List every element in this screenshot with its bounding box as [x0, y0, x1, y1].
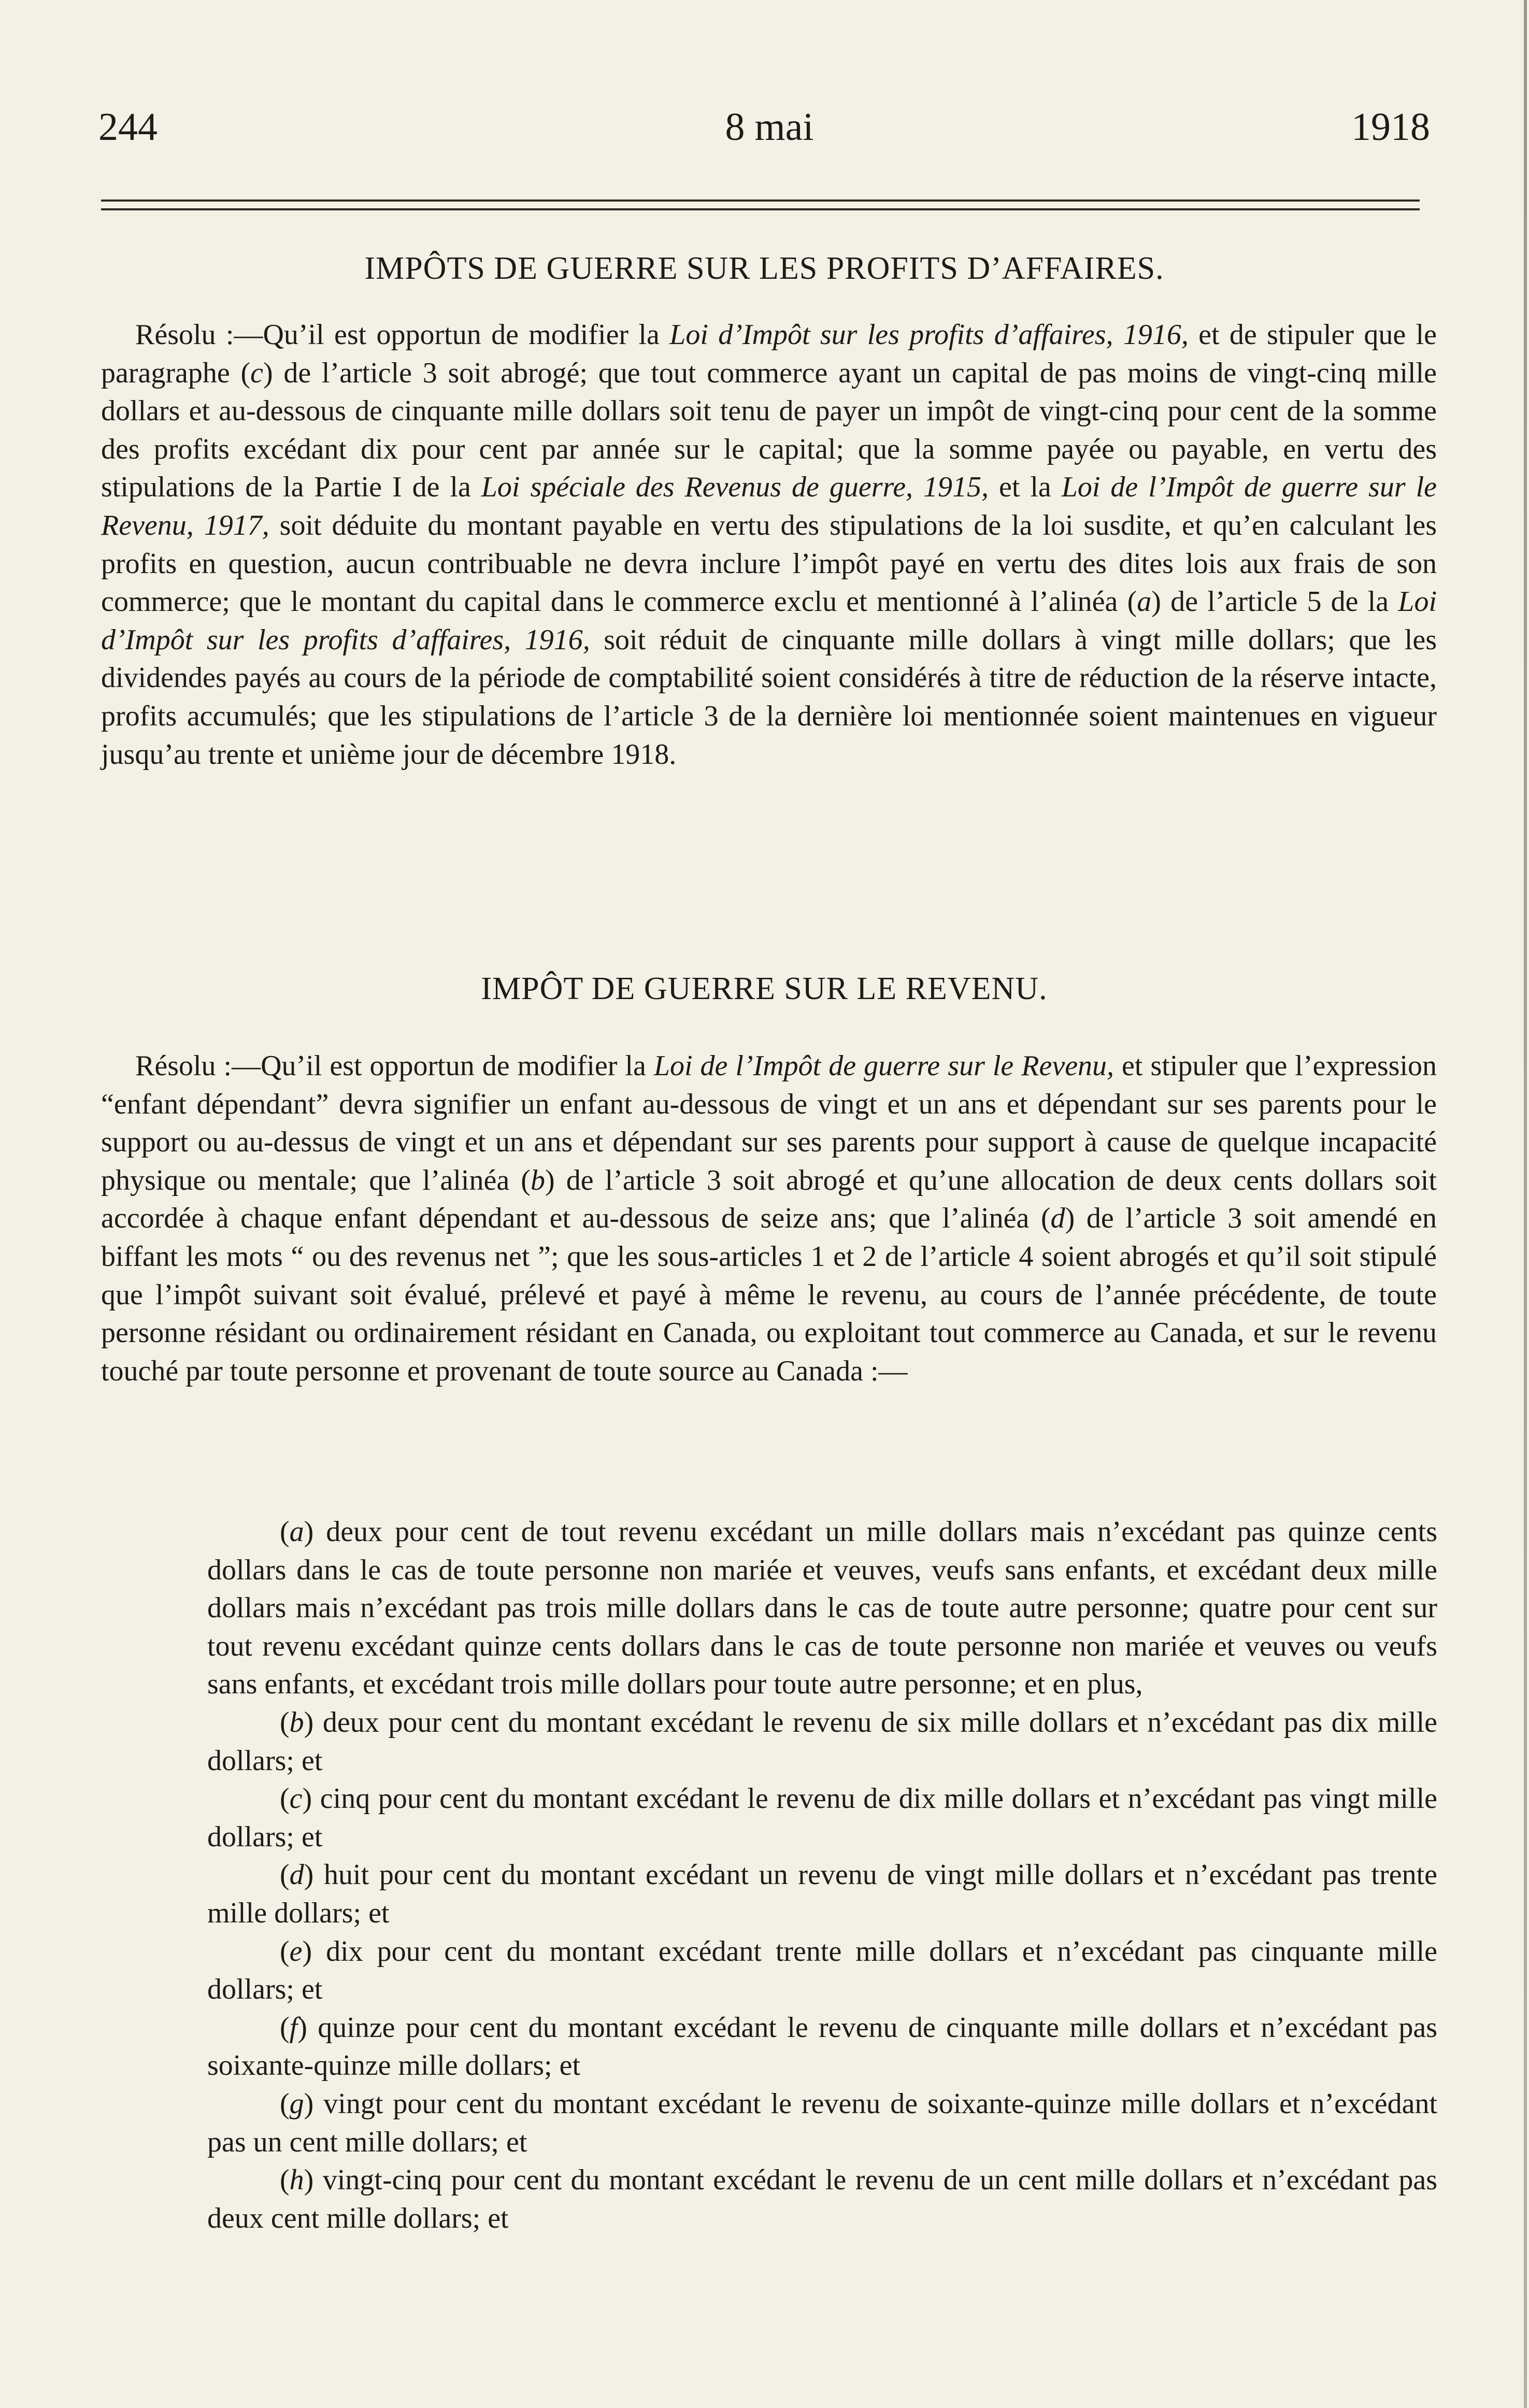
list-item: (b) deux pour cent du montant excédant le revenu de six mille dollars et n’excédant pas dix mille dollars; et	[207, 1706, 1437, 1777]
resolution-lead: Résolu :—Qu’il est opportun de modifier la	[135, 1050, 654, 1082]
item-letter: h	[289, 2164, 304, 2197]
law-reference: Loi de l’Impôt de guerre sur le Revenu, 1917,	[101, 471, 1437, 542]
tax-rate-list	[207, 1513, 1437, 2238]
item-text: deux pour cent du montant excédant le revenu de six mille dollars et n’excédant pas dix mille dollars; et	[207, 1706, 1437, 1777]
item-text: dix pour cent du montant excédant trente mille dollars et n’excédant pas cinquante mille dollars; et	[207, 1935, 1437, 2006]
list-item: (f) quinze pour cent du montant excédant le revenu de cinquante mille dollars et n’excédant pas soixante-quinze mille dollars; et	[207, 2011, 1437, 2082]
header-year: 1918	[1351, 105, 1430, 149]
header-rule-bottom	[101, 208, 1420, 210]
law-reference: Loi de l’Impôt de guerre sur le Revenu,	[653, 1050, 1114, 1082]
paragraph-letter: b	[530, 1164, 545, 1196]
text-run: ) de l’article 5 de la	[1151, 586, 1398, 618]
text-run: et la	[989, 471, 1062, 504]
list-item: (e) dix pour cent du montant excédant trente mille dollars et n’excédant pas cinquante mille dollars; et	[207, 1935, 1437, 2006]
item-text: vingt-cinq pour cent du montant excédant le revenu de un cent mille dollars et n’excédant pas deux cent mille dollars; et	[207, 2164, 1437, 2234]
item-text: quinze pour cent du montant excédant le revenu de cinquante mille dollars et n’excédant pas soixante-quinze mille dollars; et	[207, 2011, 1437, 2082]
item-text: vingt pour cent du montant excédant le revenu de soixante-quinze mille dollars et n’excédant pas un cent mille dollars; et	[207, 2087, 1437, 2158]
item-letter: d	[289, 1859, 304, 1891]
text-run: ) de l’article 3 soit amendé en biffant les mots “ ou des revenus net ”; que les sous-articles 1 et 2 de l’article 4 soient abrogés et qu’il soit stipulé que l’impôt suivant soit évalué, prélevé et payé à même le revenu, au cours de l’année précédente, de toute personne résidant ou ordinairement résidant en Canada, ou exploitant tout commerce au Canada, et sur le revenu touché par toute personne et provenant de toute source au Canada :—	[101, 1202, 1437, 1387]
resolution-revenue-paragraph	[101, 1047, 1437, 1390]
text-run: soit déduite du montant payable en vertu des stipulations de la loi susdite, et qu’en calculant les profits en question, aucun contribuable ne devra inclure l’impôt payé en vertu des dites lois aux frais de son commerce; que le montant du capital dans le commerce exclu et mentionné à l’alinéa (	[101, 509, 1437, 618]
law-reference: Loi d’Impôt sur les profits d’affaires, 1916,	[669, 319, 1189, 351]
item-letter: c	[289, 1783, 303, 1815]
item-text: huit pour cent du montant excédant un revenu de vingt mille dollars et n’excédant pas trente mille dollars; et	[207, 1859, 1437, 1929]
page-header	[98, 104, 1430, 150]
item-letter: g	[289, 2087, 304, 2120]
list-item: (g) vingt pour cent du montant excédant le revenu de soixante-quinze mille dollars et n’excédant pas un cent mille dollars; et	[207, 2087, 1437, 2158]
item-text: cinq pour cent du montant excédant le revenu de dix mille dollars et n’excédant pas vingt mille dollars; et	[207, 1783, 1437, 1853]
paragraph-letter: d	[1050, 1202, 1065, 1235]
text-run: et de stipuler que le paragraphe (	[101, 319, 1437, 389]
text-run: soit réduit de cinquante mille dollars à vingt mille dollars; que les dividendes payés au cours de la période de comptabilité soient considérés à titre de réduction de la réserve intacte, profits accumulés; que les stipulations de l’article 3 de la dernière loi mentionnée soient maintenues en vigueur jusqu’au trente et unième jour de décembre 1918.	[101, 623, 1437, 771]
page-edge	[1524, 0, 1527, 2408]
page-number: 244	[98, 105, 158, 149]
law-reference: Loi d’Impôt sur les profits d’affaires, 1916,	[101, 586, 1437, 656]
list-item: (h) vingt-cinq pour cent du montant excédant le revenu de un cent mille dollars et n’excédant pas deux cent mille dollars; et	[207, 2164, 1437, 2234]
section-title-profits: IMPÔTS DE GUERRE SUR LES PROFITS D’AFFAIRES.	[364, 251, 1164, 286]
header-date: 8 mai	[725, 105, 814, 149]
law-reference: Loi spéciale des Revenus de guerre, 1915,	[481, 471, 989, 504]
resolution-profits-paragraph	[101, 316, 1437, 774]
item-letter: e	[289, 1935, 303, 1968]
item-letter: a	[289, 1516, 304, 1548]
resolution-lead: Résolu :—Qu’il est opportun de modifier la	[135, 319, 670, 351]
text-run: ) de l’article 3 soit abrogé et qu’une allocation de deux cents dollars soit accordée à chaque enfant dépendant et au-dessous de seize ans; que l’alinéa (	[101, 1164, 1437, 1235]
header-rule-top	[101, 200, 1420, 202]
list-item: (c) cinq pour cent du montant excédant le revenu de dix mille dollars et n’excédant pas vingt mille dollars; et	[207, 1783, 1437, 1853]
paragraph-letter: a	[1137, 586, 1152, 618]
list-item: (a) deux pour cent de tout revenu excédant un mille dollars mais n’excédant pas quinze cents dollars dans le cas de toute personne non mariée et veuves, veufs sans enfants, et excédant deux mille dollars mais n’excédant pas trois mille dollars dans le cas de toute autre personne; quatre pour cent sur tout revenu excédant quinze cents dollars dans le cas de toute personne non mariée et veuves ou veufs sans enfants, et excédant trois mille dollars pour toute autre personne; et en plus,	[207, 1516, 1437, 1701]
list-item: (d) huit pour cent du montant excédant un revenu de vingt mille dollars et n’excédant pas trente mille dollars; et	[207, 1859, 1437, 1929]
section-title-revenue: IMPÔT DE GUERRE SUR LE REVENU.	[481, 971, 1048, 1006]
text-run: et stipuler que l’expression “enfant dépendant” devra signifier un enfant au-dessous de vingt et un ans et dépendant sur ses parents pour le support ou au-dessus de vingt et un ans et dépendant sur ses parents pour support à cause de quelque incapacité physique ou mentale; que l’alinéa (	[101, 1050, 1437, 1196]
item-letter: b	[289, 1706, 304, 1739]
item-letter: f	[289, 2011, 298, 2044]
paragraph-letter: c	[250, 357, 263, 389]
item-text: deux pour cent de tout revenu excédant un mille dollars mais n’excédant pas quinze cents dollars dans le cas de toute personne non mariée et veuves, veufs sans enfants, et excédant deux mille dollars mais n’excédant pas trois mille dollars dans le cas de toute autre personne; quatre pour cent sur tout revenu excédant quinze cents dollars dans le cas de toute personne non mariée et veuves ou veufs sans enfants, et excédant trois mille dollars pour toute autre personne; et en plus,	[207, 1516, 1437, 1701]
text-run: ) de l’article 3 soit abrogé; que tout commerce ayant un capital de pas moins de vingt-cinq mille dollars et au-dessous de cinquante mille dollars soit tenu de payer un impôt de vingt-cinq pour cent de la somme des profits excédant dix pour cent par année sur le capital; que la somme payée ou payable, en vertu des stipulations de la Partie I de la	[101, 357, 1437, 504]
